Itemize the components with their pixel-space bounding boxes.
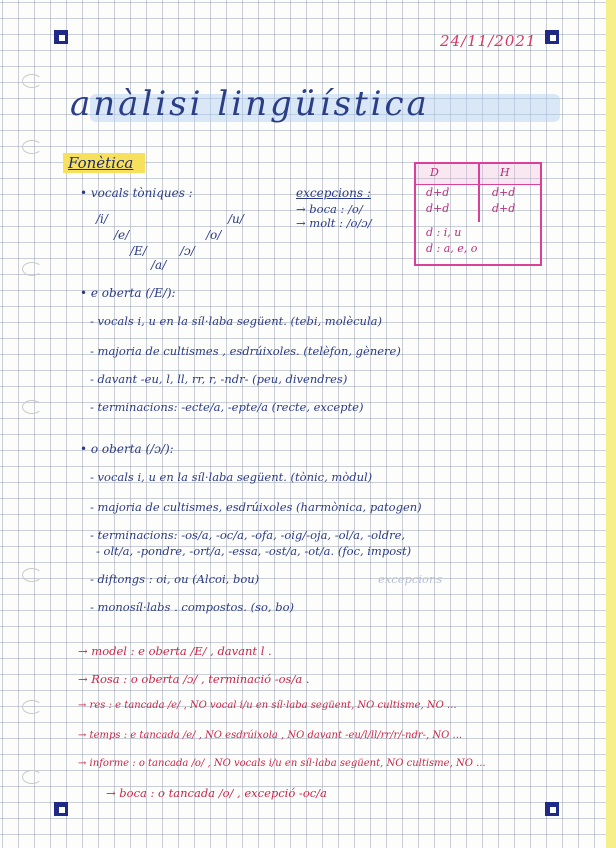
vowel-table-divider [478,164,480,222]
list-item: - davant -eu, l, ll, rr, r, -ndr- (peu, divendres) [90,372,348,386]
example-line: → res : e tancada /e/ , NO vocal i/u en síl·laba següent, NO cultisme, NO ... [78,700,457,711]
vowel-u: /u/ [228,212,244,226]
table-cell: d+d [426,186,450,199]
list-item: - terminacions: -ecte/a, -epte/a (recte, excepte) [90,400,364,414]
exception-boca: → boca : /o/ [296,202,363,216]
page-title: anàlisi lingüística [70,84,430,124]
date: 24/11/2021 [440,32,537,50]
faded-note: excepcions [378,572,443,586]
bullet-vocals-toniques: • vocals tòniques : [80,186,193,200]
corner-marker-top-left [54,30,68,44]
table-cell: d : a, e, o [426,242,478,255]
list-item: - vocals i, u en la síl·laba següent. (tebi, molècula) [90,314,382,328]
punch-hole [22,140,42,154]
example-line: → temps : e tancada /e/ , NO esdrúixola , NO davant -eu/l/ll/rr/r/-ndr-, NO ... [78,730,463,741]
table-cell: d : i, u [426,226,462,239]
table-cell: d+d [426,202,450,215]
exception-molt: → molt : /o/ɔ/ [296,216,372,230]
exceptions-label: excepcions : [296,186,371,200]
example-line: → informe : o tancada /o/ , NO vocals i/u en síl·laba següent, NO cultisme, NO ... [78,758,486,769]
example-line: → Rosa : o oberta /ɔ/ , terminació -os/a . [78,672,310,686]
list-item: - monosíl·labs . compostos. (so, bo) [90,600,294,614]
section-heading-fonetica: Fonètica [68,154,134,172]
punch-hole [22,770,42,784]
vowel-o: /o/ [206,228,222,242]
list-item: - diftongs : oi, ou (Alcoi, bou) [90,572,260,586]
vowel-open-e: /E/ [130,244,147,258]
punch-hole [22,400,42,414]
corner-marker-bottom-left [54,802,68,816]
vowel-i: /i/ [96,212,108,226]
vowel-table [414,162,542,266]
example-line: → boca : o tancada /o/ , excepció -oc/a [106,786,327,800]
vowel-open-o: /ɔ/ [180,244,195,258]
punch-hole [22,700,42,714]
corner-marker-bottom-right [545,802,559,816]
punch-hole [22,74,42,88]
table-cell: d+d [492,202,516,215]
bullet-e-oberta: • e oberta (/E/): [80,286,176,300]
table-header-right: H [500,166,510,179]
example-line: → model : e oberta /E/ , davant l . [78,644,272,658]
corner-marker-top-right [545,30,559,44]
table-cell: d+d [492,186,516,199]
list-item: - vocals i, u en la síl·laba següent. (tònic, mòdul) [90,470,373,484]
punch-hole [22,262,42,276]
list-item: - majoria de cultismes, esdrúixoles (harmònica, patogen) [90,500,422,514]
list-item: - terminacions: -os/a, -oc/a, -ofa, -oig/-oja, -ol/a, -oldre, [90,528,406,542]
paper-yellow-edge [606,0,616,848]
list-item: - olt/a, -pondre, -ort/a, -essa, -ost/a, -ot/a. (foc, impost) [96,544,412,558]
punch-hole [22,568,42,582]
table-header-left: D [430,166,439,179]
vowel-e: /e/ [114,228,130,242]
bullet-o-oberta: • o oberta (/ɔ/): [80,442,174,456]
list-item: - majoria de cultismes , esdrúixoles. (telèfon, gènere) [90,344,401,358]
vowel-a: /a/ [151,258,167,272]
